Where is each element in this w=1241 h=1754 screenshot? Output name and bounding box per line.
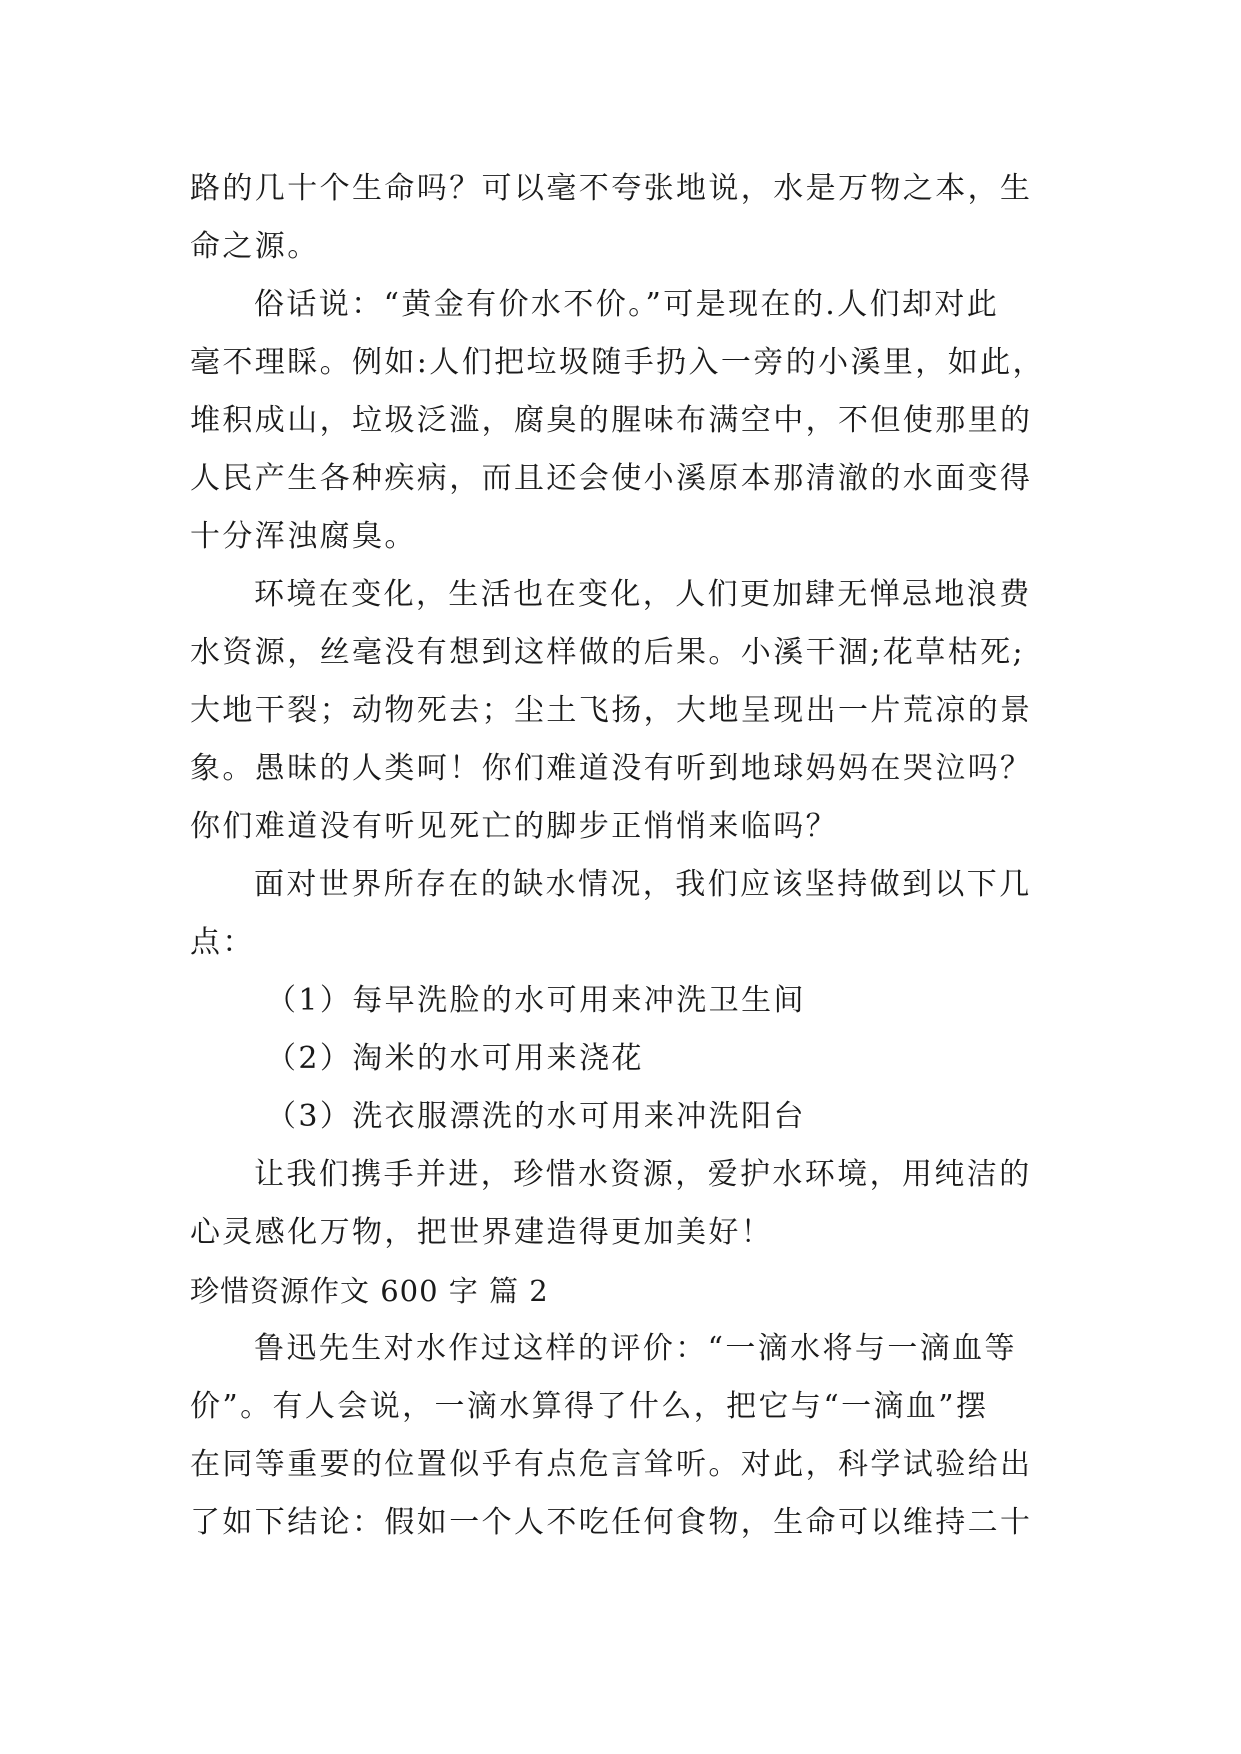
- text-line: 了如下结论：假如一个人不吃任何食物，生命可以维持二十: [190, 1505, 1033, 1540]
- text-line: 命之源。: [190, 229, 320, 264]
- document-page: [190, 160, 1050, 1552]
- paragraph-1: [190, 160, 1050, 276]
- text-line: 象。愚昧的人类呵！你们难道没有听到地球妈妈在哭泣吗？: [190, 751, 1033, 786]
- text-line: 水资源，丝毫没有想到这样做的后果。小溪干涸;花草枯死;: [190, 635, 1026, 670]
- text-line: 堆积成山，垃圾泛滥，腐臭的腥味布满空中，不但使那里的: [190, 403, 1033, 438]
- paragraph-6: [190, 1320, 1050, 1552]
- text-line: 毫不理睬。例如:人们把垃圾随手扔入一旁的小溪里，如此，: [190, 345, 1045, 380]
- text-line: 在同等重要的位置似乎有点危言耸听。对此，科学试验给出: [190, 1447, 1033, 1482]
- text-line: 心灵感化万物，把世界建造得更加美好！: [190, 1215, 774, 1250]
- section-heading: 珍惜资源作文 600 字 篇 2: [190, 1274, 549, 1308]
- text-line: 大地干裂；动物死去；尘土飞扬，大地呈现出一片荒凉的景: [190, 693, 1033, 728]
- text-line: 俗话说：“黄金有价水不价。”可是现在的.人们却对此: [254, 287, 1000, 322]
- text-line: 人民产生各种疾病，而且还会使小溪原本那清澈的水面变得: [190, 461, 1033, 496]
- text-line: 十分浑浊腐臭。: [190, 519, 417, 554]
- text-line: 让我们携手并进，珍惜水资源，爱护水环境，用纯洁的: [254, 1157, 1032, 1192]
- paragraph-5: [190, 1146, 1050, 1262]
- tips-list: [190, 972, 1050, 1146]
- list-item: （1）每早洗脸的水可用来冲洗卫生间: [266, 983, 806, 1018]
- text-line: 你们难道没有听见死亡的脚步正悄悄来临吗？: [190, 809, 838, 844]
- text-line: 环境在变化，生活也在变化，人们更加肆无惮忌地浪费: [254, 577, 1032, 612]
- text-line: 点：: [190, 925, 255, 960]
- text-line: 价”。有人会说，一滴水算得了什么，把它与“一滴血”摆: [190, 1389, 989, 1424]
- paragraph-3: [190, 566, 1050, 856]
- paragraph-2: [190, 276, 1050, 566]
- paragraph-4: [190, 856, 1050, 972]
- text-line: 面对世界所存在的缺水情况，我们应该坚持做到以下几: [254, 867, 1032, 902]
- text-line: 鲁迅先生对水作过这样的评价：“一滴水将与一滴血等: [254, 1331, 1017, 1366]
- text-line: 路的几十个生命吗？可以毫不夸张地说，水是万物之本，生: [190, 171, 1033, 206]
- list-item: （3）洗衣服漂洗的水可用来冲洗阳台: [266, 1099, 806, 1134]
- list-item: （2）淘米的水可用来浇花: [266, 1041, 644, 1076]
